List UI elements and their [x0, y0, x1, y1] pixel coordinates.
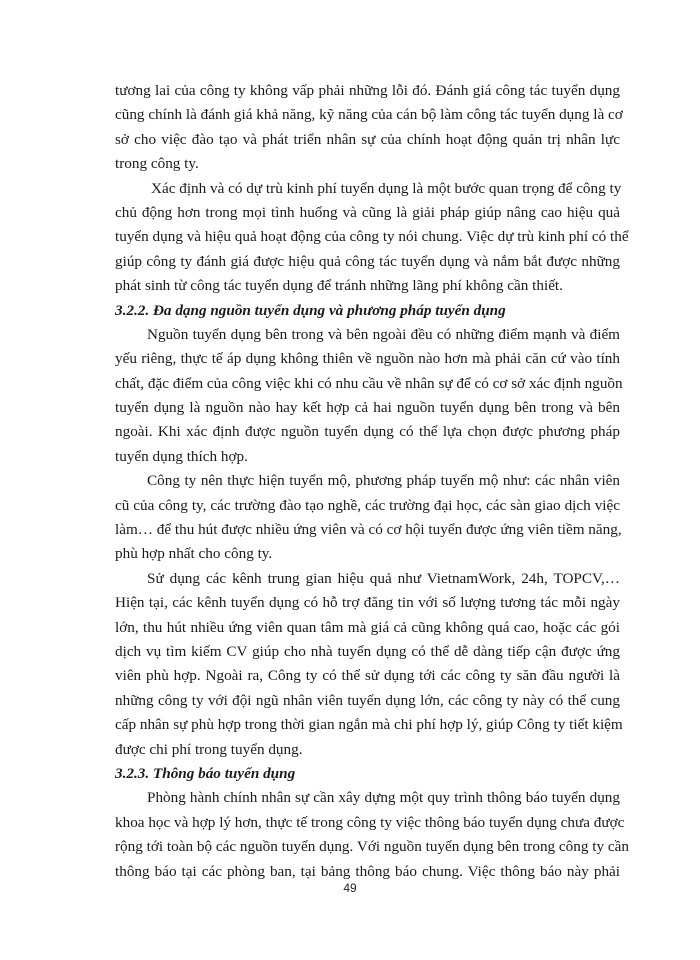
text-line: trong công ty. — [115, 155, 199, 173]
text-line: Phòng hành chính nhân sự cần xây dựng một quy trình thông báo tuyển dụng — [147, 789, 620, 807]
paragraph — [115, 323, 623, 469]
text-line: rộng tới toàn bộ các nguồn tuyển dụng. Với nguồn tuyển dụng bên trong công ty cần — [115, 838, 629, 856]
text-line: những công ty với đội ngũ nhân viên tuyển dụng lớn, các công ty này có thể cung — [115, 691, 620, 709]
text-line: giúp công ty đánh giá được hiệu quả công tác tuyển dụng và nắm bắt được những — [115, 252, 620, 270]
text-line: ngoài. Khi xác định được nguồn tuyển dụng có thể lựa chọn được phương pháp — [115, 423, 620, 441]
text-line: viên phù hợp. Ngoài ra, Công ty có thể sử dụng tới các công ty săn đầu người là — [115, 667, 620, 685]
paragraph — [115, 786, 629, 884]
text-line: được chi phí trong tuyển dụng. — [115, 740, 303, 758]
text-line: tương lai của công ty không vấp phải những lỗi đó. Đánh giá công tác tuyển dụng — [115, 82, 620, 99]
text-line: Xác định và có dự trù kinh phí tuyển dụng là một bước quan trọng để công ty — [151, 179, 622, 197]
paragraph — [115, 469, 620, 567]
text-line: sở cho việc đào tạo và phát triển nhân sự của chính hoạt động quản trị nhân lực — [115, 130, 620, 148]
paragraph — [115, 79, 623, 177]
text-line: tuyển dụng thích hợp. — [115, 447, 248, 465]
text-line: Hiện tại, các kênh tuyển dụng có hỗ trợ đăng tin với số lượng tương tác mỗi ngày — [115, 594, 620, 612]
text-line: tuyển dụng và hiệu quả hoạt động của công ty nói chung. Việc dự trù kinh phí có thể — [115, 228, 629, 246]
paragraph — [115, 177, 629, 299]
text-line: khoa học và hợp lý hơn, thực tế trong công ty việc thông báo tuyển dụng chưa được — [115, 813, 625, 831]
text-line: Công ty nên thực hiện tuyển mộ, phương pháp tuyển mộ như: các nhân viên — [147, 472, 620, 490]
text-line: yếu riêng, thực tế áp dụng không thiên về nguồn nào hơn mà phải căn cứ vào tính — [115, 350, 620, 368]
text-line: cũng chính là đánh giá khả năng, kỹ năng của cán bộ làm công tác tuyển dụng là cơ — [115, 106, 623, 124]
body-text — [115, 79, 629, 884]
section-heading: 3.2.2. Đa dạng nguồn tuyển dụng và phương pháp tuyển dụng — [115, 301, 506, 319]
text-line: lớn, thu hút nhiều ứng viên quan tâm mà giá cả cũng không quá cao, hoặc các gói — [115, 618, 620, 636]
text-line: Nguồn tuyển dụng bên trong và bên ngoài đều có những điểm mạnh và điểm — [147, 325, 620, 343]
text-line: chủ động hơn trong mọi tình huống và cũng là giải pháp giúp nâng cao hiệu quả — [115, 203, 620, 221]
text-line: cũ của công ty, các trường đào tạo nghề, các trường đại học, các sàn giao dịch việc — [115, 496, 620, 514]
page-number: 49 — [343, 881, 357, 895]
text-line: dịch vụ tìm kiếm CV giúp cho nhà tuyển dụng có thể dễ dàng tiếp cận được ứng — [115, 642, 620, 660]
text-line: làm… để thu hút được nhiều ứng viên và có cơ hội tuyển được ứng viên tiềm năng, — [115, 521, 622, 539]
text-line: Sử dụng các kênh trung gian hiệu quả như VietnamWork, 24h, TOPCV,… — [147, 569, 620, 587]
text-line: chất, đặc điểm của công việc khi có nhu cầu về nhân sự để có cơ sở xác định nguồn — [115, 374, 623, 392]
text-line: tuyển dụng là nguồn nào hay kết hợp cả hai nguồn tuyển dụng bên trong và bên — [115, 399, 620, 417]
paragraph — [115, 567, 623, 762]
text-line: cấp nhân sự phù hợp trong thời gian ngắn mà chi phí hợp lý, giúp Công ty tiết kiệm — [115, 716, 623, 734]
text-line: phù hợp nhất cho công ty. — [115, 545, 273, 563]
section-heading: 3.2.3. Thông báo tuyển dụng — [115, 764, 296, 782]
text-line: phát sinh từ công tác tuyển dụng để tránh những lãng phí không cần thiết. — [115, 277, 563, 295]
text-line: thông báo tại các phòng ban, tại bảng thông báo chung. Việc thông báo này phải — [115, 862, 620, 880]
